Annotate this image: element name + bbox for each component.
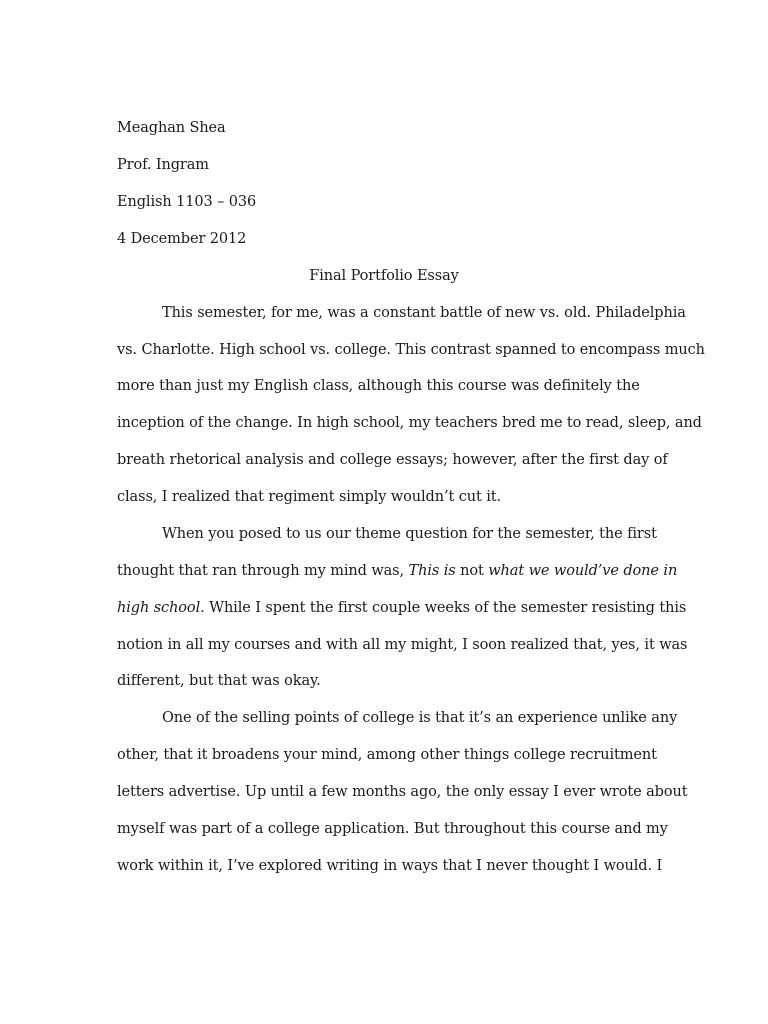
- paragraph-3-line-3: letters advertise. Up until a few months ago, the only essay I ever wrote about: [117, 784, 688, 800]
- p2-line2-start: thought that ran through my mind was,: [117, 563, 409, 579]
- paragraph-1-line-2: vs. Charlotte. High school vs. college. This contrast spanned to encompass much: [117, 342, 705, 358]
- instructor-name: Prof. Ingram: [117, 157, 209, 173]
- p2-italic-this-is: This is: [408, 563, 456, 579]
- paragraph-3-line-1: One of the selling points of college is that it’s an experience unlike any: [162, 710, 678, 726]
- p2-italic-would-have: what we would’ve done in: [488, 563, 678, 579]
- paragraph-2-line-4: notion in all my courses and with all my might, I soon realized that, yes, it was: [117, 637, 688, 653]
- paragraph-1-line-6: class, I realized that regiment simply wouldn’t cut it.: [117, 489, 501, 505]
- paragraph-2-line-1: When you posed to us our theme question for the semester, the first: [162, 526, 657, 542]
- paragraph-3-line-2: other, that it broadens your mind, among other things college recruitment: [117, 747, 657, 763]
- paragraph-2-line-3: [117, 598, 686, 618]
- paragraph-1-line-3: more than just my English class, although this course was definitely the: [117, 378, 640, 394]
- essay-date: 4 December 2012: [117, 231, 247, 247]
- paragraph-1-line-5: breath rhetorical analysis and college essays; however, after the first day of: [117, 452, 668, 468]
- author-name: Meaghan Shea: [117, 120, 226, 136]
- p2-word-not: not: [455, 563, 489, 579]
- p2-italic-high-school: high school.: [117, 600, 205, 616]
- essay-title: Final Portfolio Essay: [309, 268, 459, 284]
- paragraph-2-line-2: [117, 561, 677, 581]
- paragraph-1-line-1: This semester, for me, was a constant battle of new vs. old. Philadelphia: [162, 305, 686, 321]
- course-number: English 1103 – 036: [117, 194, 257, 210]
- paragraph-2-line-5: different, but that was okay.: [117, 673, 321, 689]
- paragraph-3-line-4: myself was part of a college application. But throughout this course and my: [117, 821, 668, 837]
- paragraph-3-line-5: work within it, I’ve explored writing in ways that I never thought I would. I: [117, 858, 663, 874]
- paragraph-1-line-4: inception of the change. In high school, my teachers bred me to read, sleep, and: [117, 415, 702, 431]
- p2-line3-rest: While I spent the first couple weeks of the semester resisting this: [204, 600, 687, 616]
